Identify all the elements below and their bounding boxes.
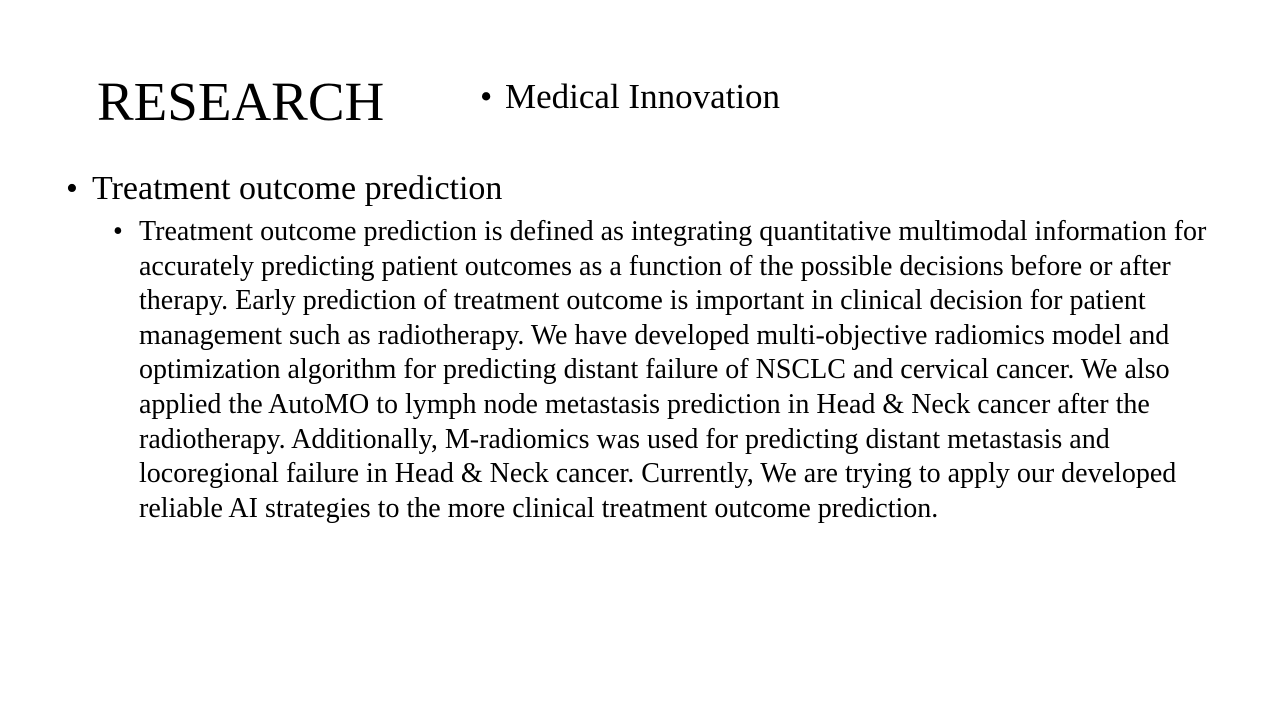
bullet-dot-icon: • [66, 170, 78, 207]
section-bullet [66, 168, 502, 210]
subtitle-text: Medical Innovation [505, 77, 781, 116]
body-paragraph: Treatment outcome prediction is defined as integrating quantitative multimodal information for accurately predicting patient outcomes as a function of the possible decisions before or after therapy. Early prediction of treatment outcome is important in clinical decision for patient management such as radiotherapy. We have developed multi-objective radiomics model and optimization algorithm for predicting distant failure of NSCLC and cervical cancer. We also applied the AutoMO to lymph node metastasis prediction in Head & Neck cancer after the radiotherapy. Additionally, M-radiomics was used for predicting distant metastasis and locoregional failure in Head & Neck cancer. Currently, We are trying to apply our developed reliable AI strategies to the more clinical treatment outcome prediction. [139, 216, 1207, 524]
bullet-dot-icon: • [480, 77, 493, 116]
body-bullet [113, 215, 1223, 526]
bullet-dot-icon: • [113, 216, 123, 247]
slide-title: RESEARCH [97, 71, 385, 132]
subtitle-bullet [480, 76, 780, 118]
section-heading: Treatment outcome prediction [92, 170, 503, 207]
